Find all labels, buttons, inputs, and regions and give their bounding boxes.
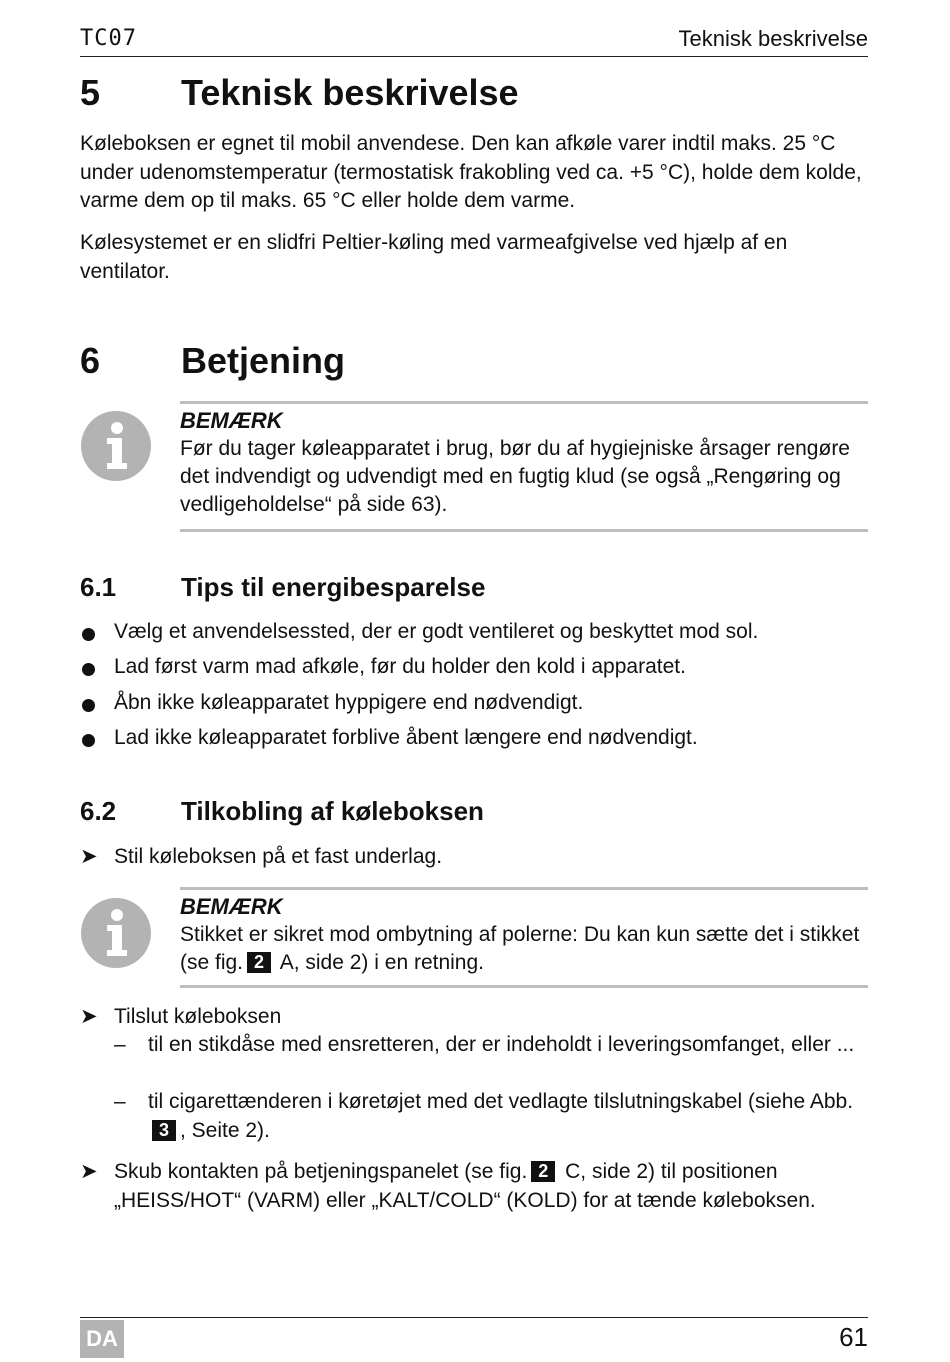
arrow-icon: ➤ [80,1005,98,1028]
list-item-text: Vælg et anvendelsessted, der er godt ventileret og beskyttet mod sol. [114,620,759,643]
section-6-1-number: 6.1 [80,572,117,602]
step-3-text-part: C, side 2) til positionen „HEISS/HOT“ (VARM) eller „KALT/COLD“ (KOLD) for at tænde køleboksen. [114,1160,816,1212]
figure-ref-badge: 3 [152,1120,176,1141]
arrow-icon: ➤ [80,845,98,868]
step-1-text: Stil køleboksen på et fast underlag. [114,845,443,868]
section-5-paragraph-1: Køleboksen er egnet til mobil anvendese. Den kan afkøle varer indtil maks. 25 °C under udenomstemperatur (termostatisk frakobling ved ca. +5 °C), holde dem kolde, varme dem op til maks. 65 °C eller holde dem varme. [80,132,862,212]
note-body: Før du tager køleapparatet i brug, bør du af hygiejniske årsager rengøre det indvendigt og udvendigt med en fugtig klud (se også „Rengøring og vedligeholdelse“ på side 63). [180,437,850,516]
page-number: 61 [839,1322,868,1352]
section-6-1-heading [80,572,880,604]
step-3-text [114,1158,880,1215]
sub-item [114,1088,874,1146]
arrow-icon: ➤ [80,1160,98,1183]
step-3 [80,1158,880,1218]
section-6-title: Betjening [181,340,346,381]
info-icon [80,897,152,969]
note-plug [180,887,868,988]
step-3-text-part: Skub kontakten på betjeningspanelet (se fig. [114,1160,528,1183]
bullet-dot [82,628,95,641]
section-5-number: 5 [80,72,101,113]
sub-item-text-part: til cigarettænderen i køretøjet med det vedlagte tilslutningskabel (siehe Abb. [148,1090,854,1113]
figure-ref-badge: 2 [531,1161,555,1182]
section-6-heading [80,340,880,384]
list-item [80,691,880,721]
note-top-rule [180,887,868,890]
step-2 [80,1003,880,1033]
list-item-text: Åbn ikke køleapparatet hyppigere end nødvendigt. [114,691,584,714]
bullet-dot [82,663,95,676]
note-body [180,921,868,977]
header-rule [80,56,868,57]
note-bottom-rule [180,985,868,988]
bullet-dot [82,699,95,712]
list-item-text: Lad først varm mad afkøle, før du holder den kold i apparatet. [114,655,686,678]
section-6-2-number: 6.2 [80,796,117,826]
sub-item [114,1031,874,1089]
section-6-2-title: Tilkobling af køleboksen [181,796,484,826]
info-icon [80,410,152,482]
list-item [80,620,880,650]
list-item [80,655,880,685]
sub-item-text: til en stikdåse med ensretteren, der er indeholdt i leveringsomfanget, eller ... [148,1033,855,1056]
list-item [80,726,880,756]
sub-item-text [148,1088,868,1145]
header-section: Teknisk beskrivelse [678,26,868,51]
step-2-text: Tilslut køleboksen [114,1005,282,1028]
sub-item-text-part: , Seite 2). [180,1118,270,1142]
note-title: BEMÆRK [180,408,283,433]
bullet-dot [82,734,95,747]
figure-ref-badge: 2 [247,952,271,973]
note-hygiene [180,401,868,532]
dash-marker: – [114,1090,126,1113]
note-body-text: Stikket er sikret mod ombytning af polerne: Du kan kun sætte det i stikket (se fig. [180,923,860,974]
note-bottom-rule [180,529,868,532]
footer-rule [80,1317,868,1318]
note-title: BEMÆRK [180,894,283,919]
step-1 [80,843,880,873]
list-item-text: Lad ikke køleapparatet forblive åbent længere end nødvendigt. [114,726,698,749]
section-6-number: 6 [80,340,101,381]
header-model: TC07 [80,26,137,51]
section-5-paragraph-2: Kølesystemet er en slidfri Peltier-køling med varmeafgivelse ved hjælp af en ventilator. [80,231,788,283]
note-top-rule [180,401,868,404]
dash-marker: – [114,1033,126,1056]
section-6-1-title: Tips til energibesparelse [181,572,486,602]
language-tab: DA [80,1320,124,1358]
section-6-2-heading [80,796,880,828]
section-5-heading [80,72,880,116]
section-5-title: Teknisk beskrivelse [181,72,519,113]
note-body-text: A, side 2) i en retning. [279,951,484,974]
